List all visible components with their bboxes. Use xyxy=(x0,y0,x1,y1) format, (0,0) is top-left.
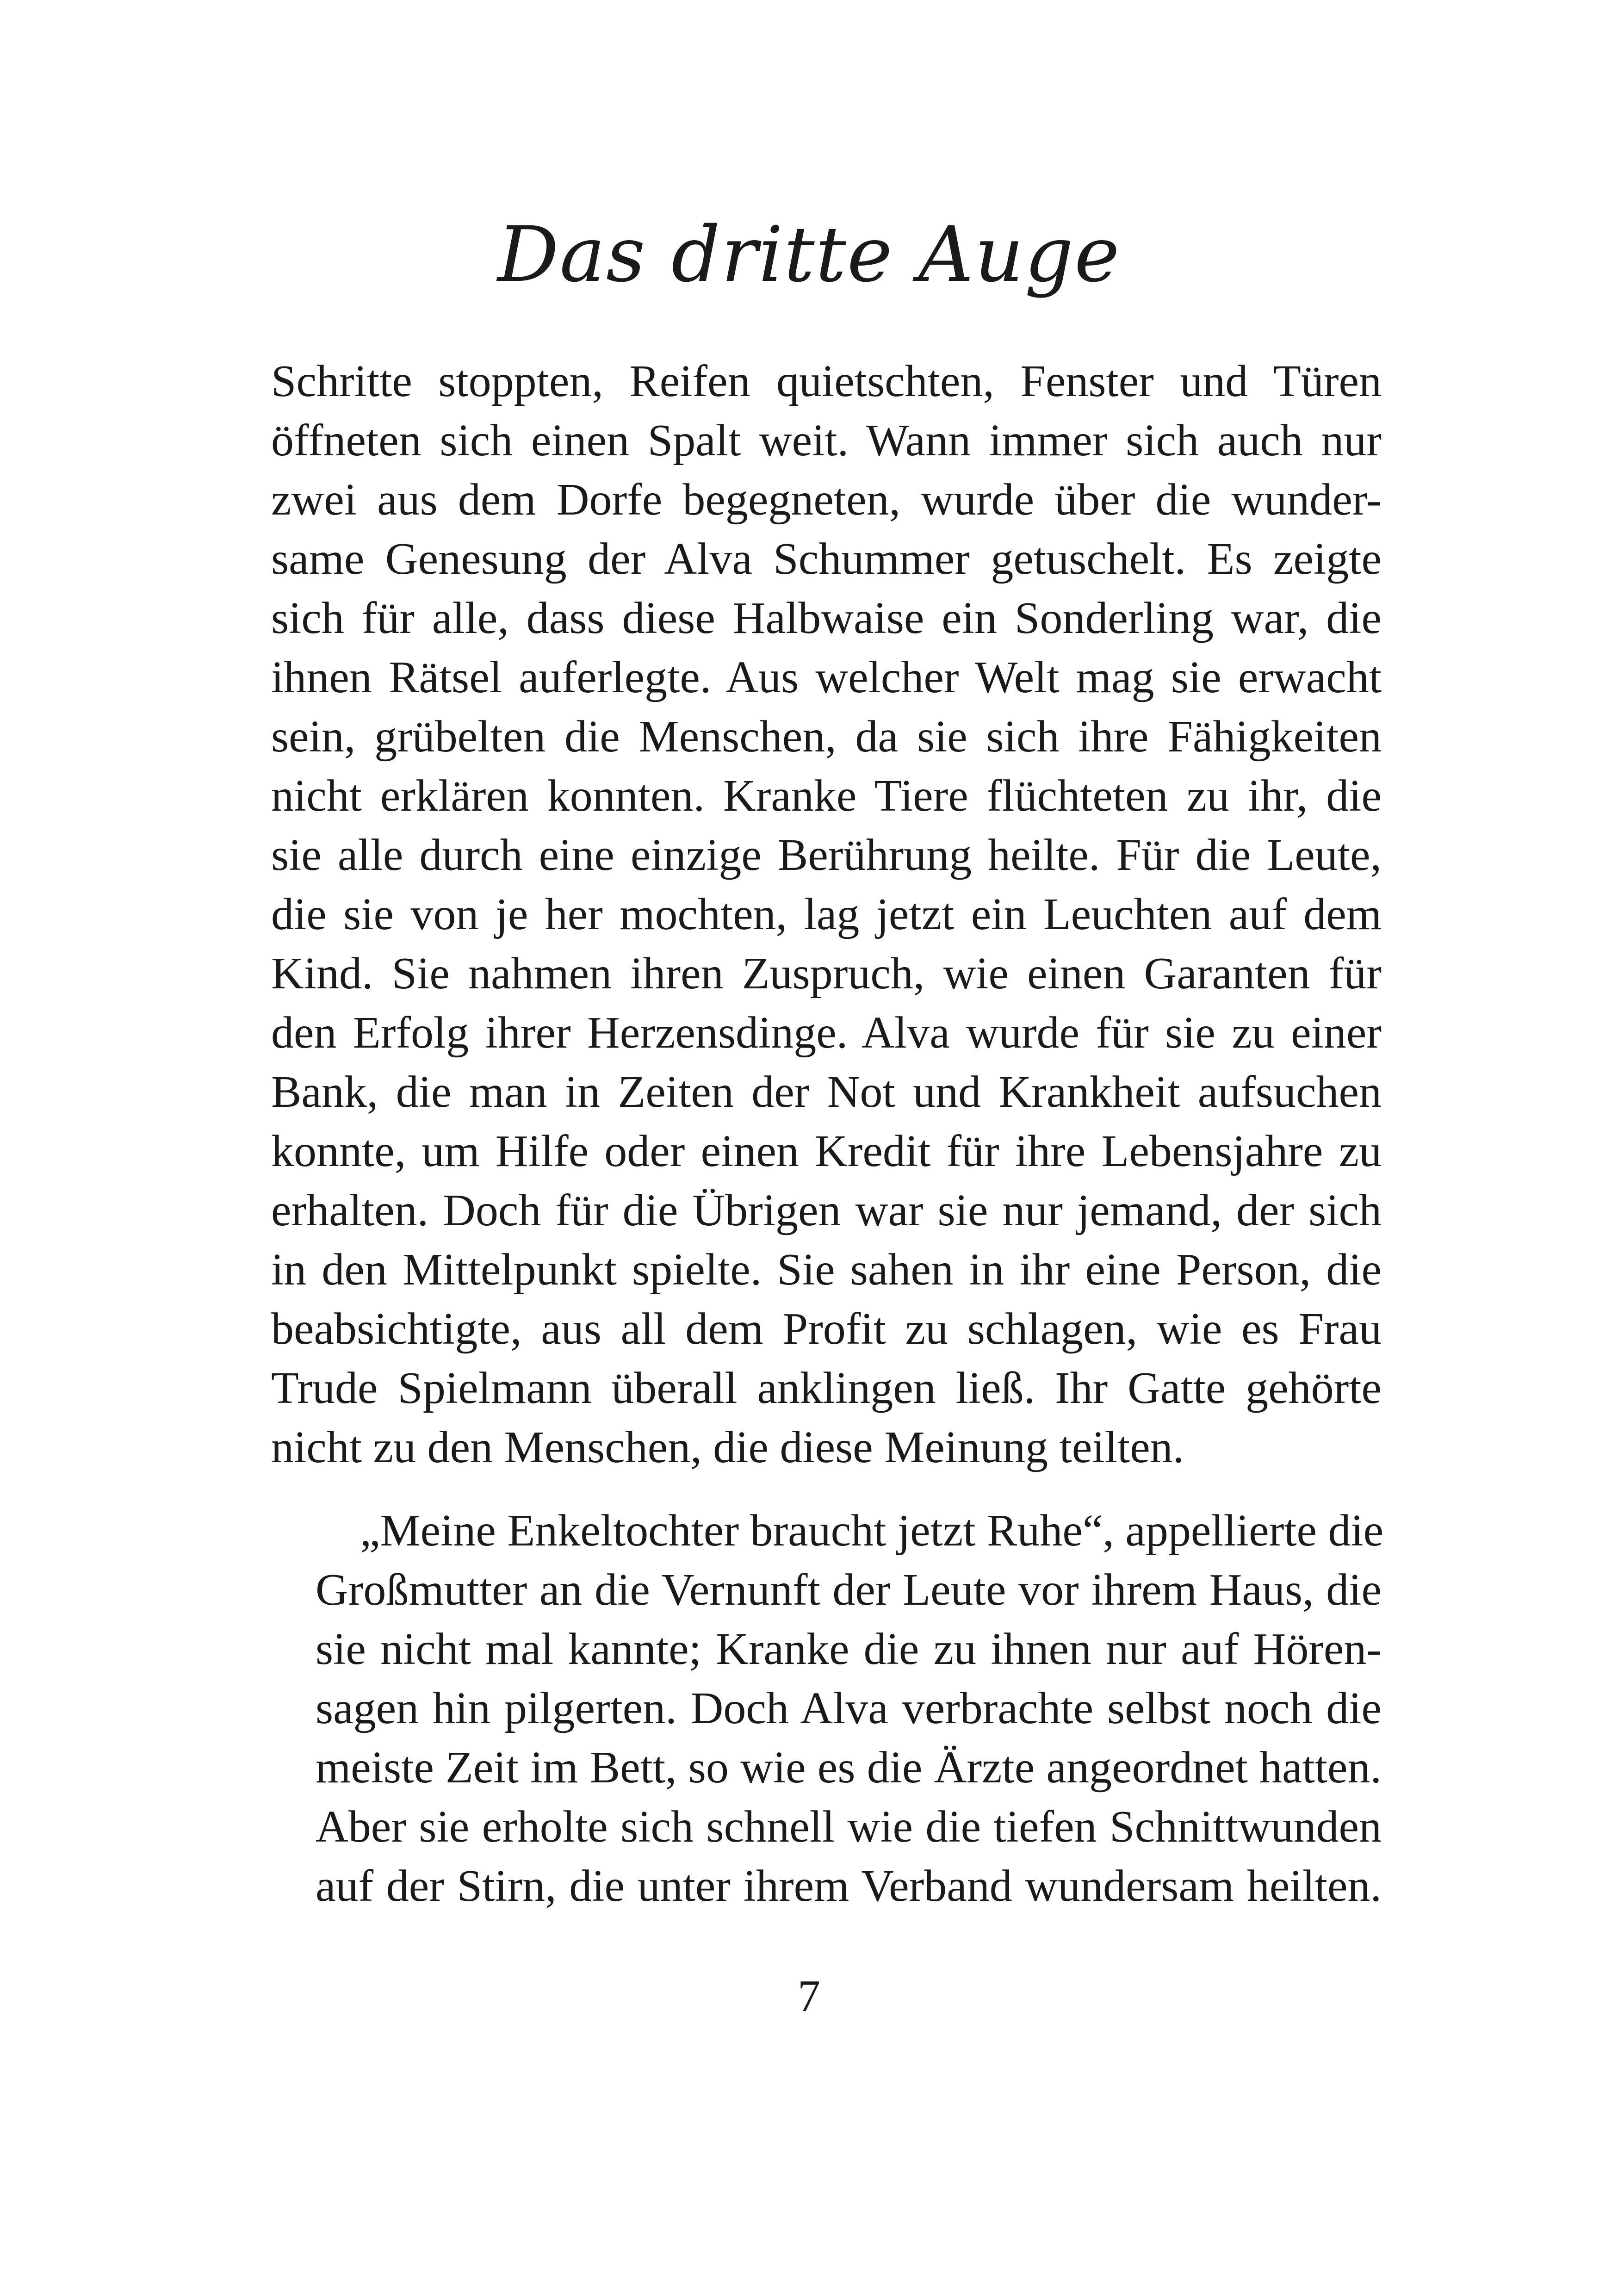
page-number: 7 xyxy=(798,1971,820,2021)
paragraph-1 xyxy=(271,352,1382,1477)
text-line: Bank, die man in Zeiten der Not und Krankheit aufsuchen xyxy=(271,1067,1382,1117)
text-line: Aber sie erholte sich schnell wie die tiefen Schnittwunden xyxy=(316,1802,1382,1852)
text-line: meiste Zeit im Bett, so wie es die Ärzte angeordnet hatten. xyxy=(316,1743,1382,1793)
text-line: Trude Spielmann überall anklingen ließ. Ihr Gatte gehörte xyxy=(271,1363,1382,1413)
text-line: same Genesung der Alva Schummer getuschelt. Es zeigte xyxy=(271,534,1382,584)
text-line: sie nicht mal kannte; Kranke die zu ihnen nur auf Hören- xyxy=(316,1624,1382,1674)
text-line: zwei aus dem Dorfe begegneten, wurde über die wunder- xyxy=(271,475,1382,525)
text-line: sagen hin pilgerten. Doch Alva verbrachte selbst noch die xyxy=(316,1683,1382,1733)
text-line: nicht zu den Menschen, die diese Meinung teilten. xyxy=(271,1422,1184,1472)
text-line: öffneten sich einen Spalt weit. Wann immer sich auch nur xyxy=(271,416,1382,465)
chapter-title: Das dritte Auge xyxy=(497,210,1121,299)
text-line: in den Mittelpunkt spielte. Sie sahen in ihr eine Person, die xyxy=(271,1245,1382,1295)
text-line: sein, grübelten die Menschen, da sie sich ihre Fähigkeiten xyxy=(271,712,1382,762)
text-line: sie alle durch eine einzige Berührung heilte. Für die Leute, xyxy=(271,830,1382,880)
body-text xyxy=(271,352,1382,1916)
text-line: Kind. Sie nahmen ihren Zuspruch, wie einen Garanten für xyxy=(271,949,1382,999)
text-line: ihnen Rätsel auferlegte. Aus welcher Welt mag sie erwacht xyxy=(271,652,1382,702)
text-line: erhalten. Doch für die Übrigen war sie nur jemand, der sich xyxy=(271,1185,1382,1235)
text-line: konnte, um Hilfe oder einen Kredit für ihre Lebensjahre zu xyxy=(271,1126,1382,1176)
text-line: beabsichtigte, aus all dem Profit zu schlagen, wie es Frau xyxy=(271,1304,1382,1354)
paragraph-2 xyxy=(271,1501,1382,1916)
text-line: Schritte stoppten, Reifen quietschten, Fenster und Türen xyxy=(271,356,1382,406)
text-line: auf der Stirn, die unter ihrem Verband wundersam heilten. xyxy=(316,1861,1382,1911)
text-line: nicht erklären konnten. Kranke Tiere flüchteten zu ihr, die xyxy=(271,771,1382,821)
text-line: Großmutter an die Vernunft der Leute vor ihrem Haus, die xyxy=(316,1565,1382,1615)
text-line: die sie von je her mochten, lag jetzt ein Leuchten auf dem xyxy=(271,889,1382,939)
text-line: sich für alle, dass diese Halbwaise ein Sonderling war, die xyxy=(271,593,1382,643)
text-line: „Meine Enkeltochter braucht jetzt Ruhe“, appellierte die xyxy=(360,1506,1384,1556)
text-line: den Erfolg ihrer Herzensdinge. Alva wurde für sie zu einer xyxy=(271,1008,1382,1058)
